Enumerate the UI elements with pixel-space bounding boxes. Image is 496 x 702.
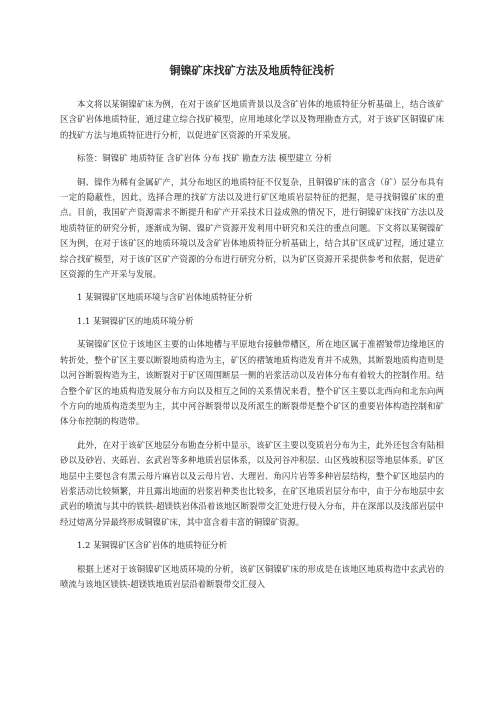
section-1-2-heading: 1.2 某铜镍矿区含矿岩体的地质特征分析 — [77, 540, 227, 551]
document-title: 铜镍矿床找矿方法及地质特征浅析 — [169, 64, 335, 77]
section-1-1-paragraph-1: 某铜镍矿区位于该地区主要的山体地槽与平原地台接触带槽区，所在地区属于准褶皱带边缘地区的转折处，整个矿区主要以断裂地质构造为主，矿区的褶皱地质构造发育并不成熟，其断裂地质构造则是以河谷断裂构造为主，该断裂对于矿区周围断层一侧的岩浆活动以及岩体分布有着较大的控制作用。结合整个矿区的地质构造发展分布方向以及相互之间的关系情况来看，整个矿区主要以北西向和北东向两个方向的地质构造类型为主，其中河谷断裂带以及所派生的断裂带是整个矿区的重要岩体构造控制和矿体分布控制的构造带。 — [60, 339, 444, 427]
section-1-2-paragraph-1: 根据上述对于该铜镍矿区地质环境的分析，该矿区铜镍矿床的形成是在该地区地质构造中玄武岩的喷流与该地区镁铁-超镁铁地质岩层沿着断裂带交汇侵入 — [60, 563, 444, 589]
abstract-paragraph: 本文将以某铜镍矿床为例，在对于该矿区地质背景以及含矿岩体的地质特征分析基础上，结合该矿区含矿岩体地质特征，通过建立综合找矿模型，应用地球化学以及物理勘查方式，对于该矿区铜镍矿床的找矿方法与地质特征进行分析，以促进矿区资源的开采发展。 — [60, 99, 444, 140]
section-1-1-paragraph-2: 此外，在对于该矿区地层分布勘查分析中显示，该矿区主要以变质岩分布为主，此外还包含有陆相砂以及砂岩、夹砾岩、玄武岩等多种地质岩层体系，以及河谷冲积层、山区残坡积层等地层体系。矿区地层中主要包含有黑云母片麻岩以及云母片岩、大理岩、角闪片岩等多种岩层结构，整个矿区地层内的岩浆活动比较频繁，并且露出地面的岩浆岩种类也比较多，在矿区地质岩层分布中，由于分布地层中玄武岩的喷流与其中的铁铁-超镁铁岩体沿着该地区断裂带交汇处进行侵入分布，并在深部以及浅部岩层中经过熔离分异最终形成铜镍矿床，其中富含着丰富的铜镍矿资源。 — [60, 439, 444, 527]
intro-paragraph: 铜、镍作为稀有金属矿产，其分布地区的地质特征不仅复杂，且铜镍矿床的富含（矿）层分布具有一定的隐蔽性，因此，选择合理的找矿方法以及进行矿区地质岩层特征的把握，是寻找铜镍矿床的重点。目前，我国矿产资源需求不断提升和矿产开采技术日益成熟的情况下，进行铜镍矿床找矿方法以及地质特征的研究分析，逐渐成为铜、镍矿产资源开发利用中研究和关注的重点问题。下文将以某铜镍矿区为例，在对于该矿区的地质环境以及含矿岩体地质特征分析基础上，结合其矿区成矿过程，通过建立综合找矿模型，对于该矿区矿产资源的分布进行研究分析，以为矿区资源开采提供参考和依据，促进矿区资源的生产开采与发展。 — [60, 176, 444, 280]
keywords-line: 标签：铜镍矿 地质特征 含矿岩体 分布 找矿 勘查方法 模型建立 分析 — [77, 153, 332, 164]
section-1-1-heading: 1.1 某铜镍矿区的地质环境分析 — [77, 315, 194, 326]
section-1-heading: 1 某铜镍矿区地质环境与含矿岩体地质特征分析 — [77, 292, 253, 303]
